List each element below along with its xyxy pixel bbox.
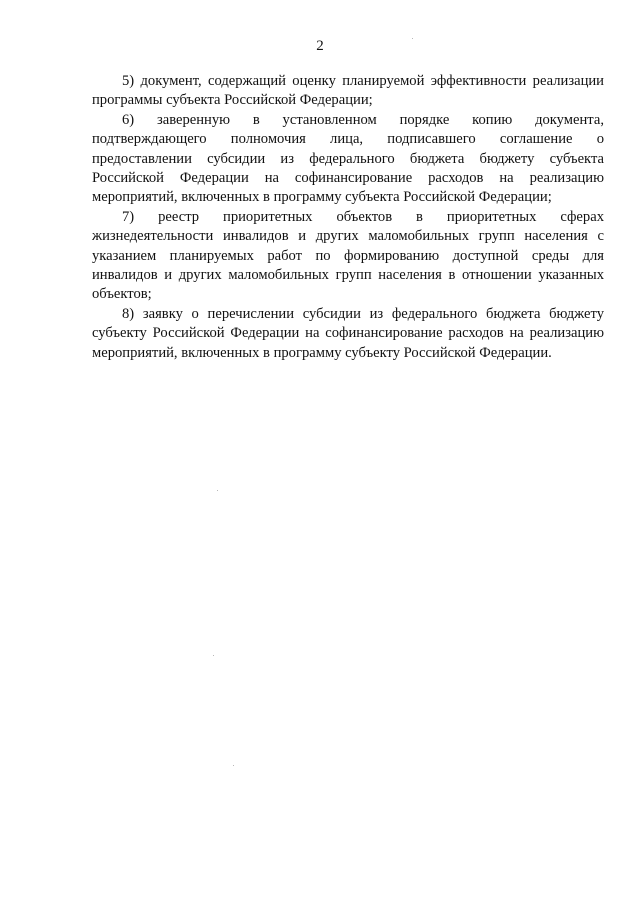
document-body [92, 72, 604, 363]
scan-speck [233, 765, 234, 766]
page-number: 2 [316, 38, 324, 54]
list-item-5: 5) документ, содержащий оценку планируемой эффективности реализации программы субъекта Российской Федерации; [92, 73, 604, 109]
scan-speck [412, 38, 413, 39]
scan-speck [217, 490, 218, 491]
list-item-7: 7) реестр приоритетных объектов в приоритетных сферах жизнедеятельности инвалидов и других маломобильных групп населения с указанием планируемых работ по формированию доступной среды для инвалидов и других маломобильных групп населения в отношении указанных объектов; [92, 208, 604, 303]
list-item-8: 8) заявку о перечислении субсидии из федерального бюджета бюджету субъекту Российской Федерации на софинансирование расходов на реализацию мероприятий, включенных в программу субъекту Российской Федерации. [92, 305, 604, 361]
scan-speck [213, 655, 214, 656]
list-item-6: 6) заверенную в установленном порядке копию документа, подтверждающего полномочия лица, подписавшего соглашение о предоставлении субсидии из федерального бюджета бюджету субъекта Российской Федерации на софинансирование расходов на реализацию мероприятий, включенных в программу субъекта Российской Федерации; [92, 111, 604, 206]
